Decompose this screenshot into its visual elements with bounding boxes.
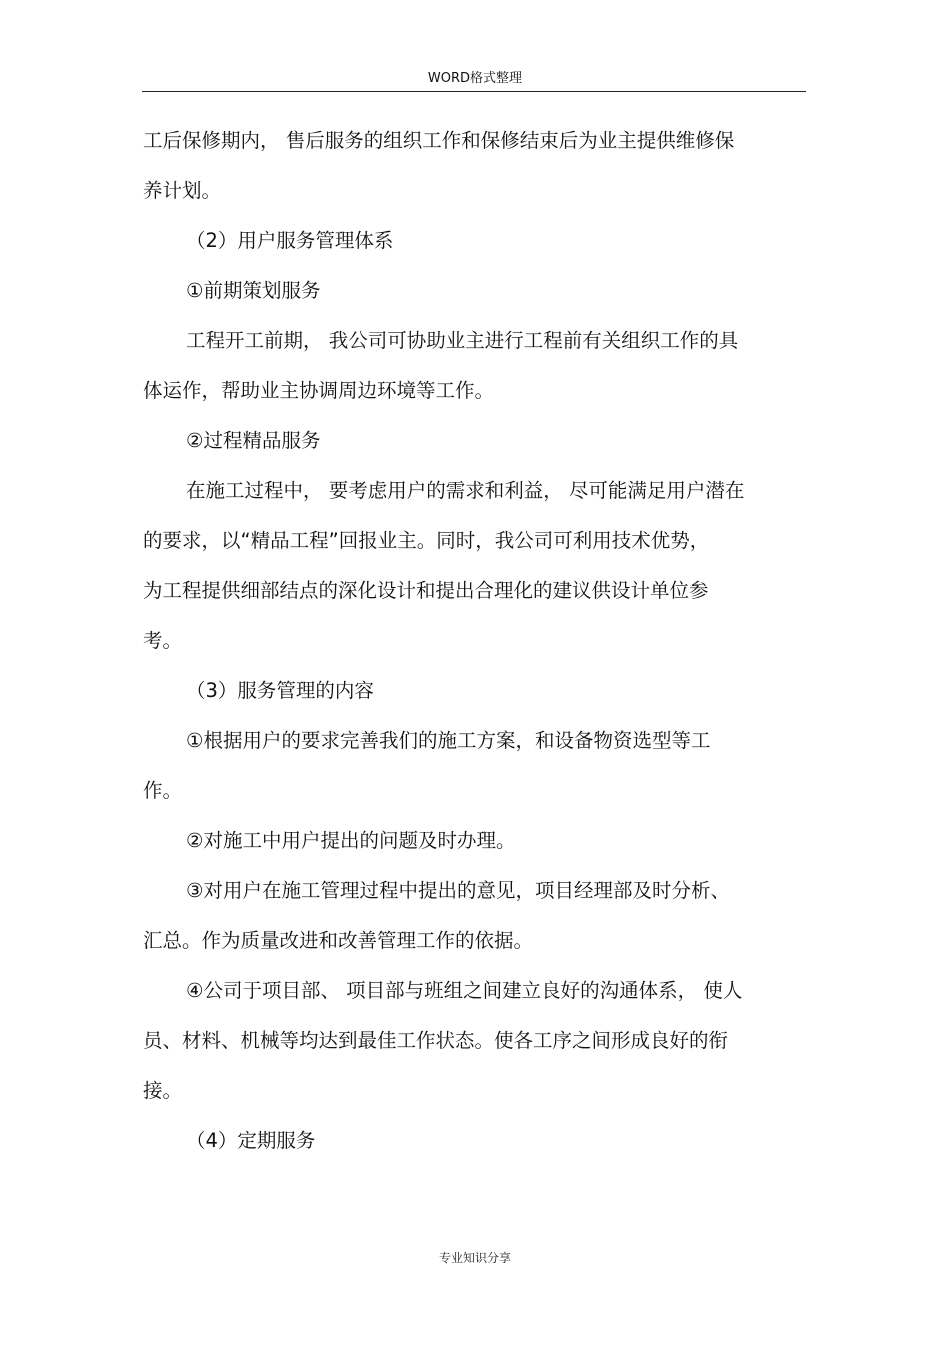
section-heading: （4）定期服务 — [186, 1129, 316, 1152]
body-line: 为工程提供细部结点的深化设计和提出合理化的建议供设计单位参 — [143, 579, 709, 602]
body-line: ④公司于项目部、 项目部与班组之间建立良好的沟通体系， 使人 — [186, 979, 743, 1002]
subsection-heading: ①前期策划服务 — [186, 279, 321, 302]
header-divider — [142, 91, 806, 92]
body-line: 养计划。 — [143, 179, 222, 202]
body-line: 员、材料、机械等均达到最佳工作状态。使各工序之间形成良好的衔 — [143, 1029, 729, 1052]
subsection-heading: ②过程精品服务 — [186, 429, 321, 452]
body-line: ③对用户在施工管理过程中提出的意见，项目经理部及时分析、 — [186, 879, 730, 902]
body-line: 考。 — [143, 629, 183, 652]
body-line: 的要求，以“精品工程”回报业主。同时，我公司可利用技术优势， — [143, 529, 710, 552]
body-line: 作。 — [143, 779, 183, 802]
body-line: ②对施工中用户提出的问题及时办理。 — [186, 829, 516, 852]
body-line: ①根据用户的要求完善我们的施工方案，和设备物资选型等工 — [186, 729, 711, 752]
body-line: 工后保修期内， 售后服务的组织工作和保修结束后为业主提供维修保 — [143, 129, 735, 152]
body-line: 体运作，帮助业主协调周边环境等工作。 — [143, 379, 495, 402]
body-line: 接。 — [143, 1079, 183, 1102]
section-heading: （2）用户服务管理体系 — [186, 229, 394, 252]
body-line: 在施工过程中， 要考虑用户的需求和利益， 尽可能满足用户潜在 — [186, 479, 745, 502]
body-line: 工程开工前期， 我公司可协助业主进行工程前有关组织工作的具 — [186, 329, 739, 352]
body-line: 汇总。作为质量改进和改善管理工作的依据。 — [143, 929, 534, 952]
section-heading: （3）服务管理的内容 — [186, 679, 374, 702]
page-footer: 专业知识分享 — [438, 1251, 511, 1265]
page-header: WORD格式整理 — [427, 71, 523, 86]
